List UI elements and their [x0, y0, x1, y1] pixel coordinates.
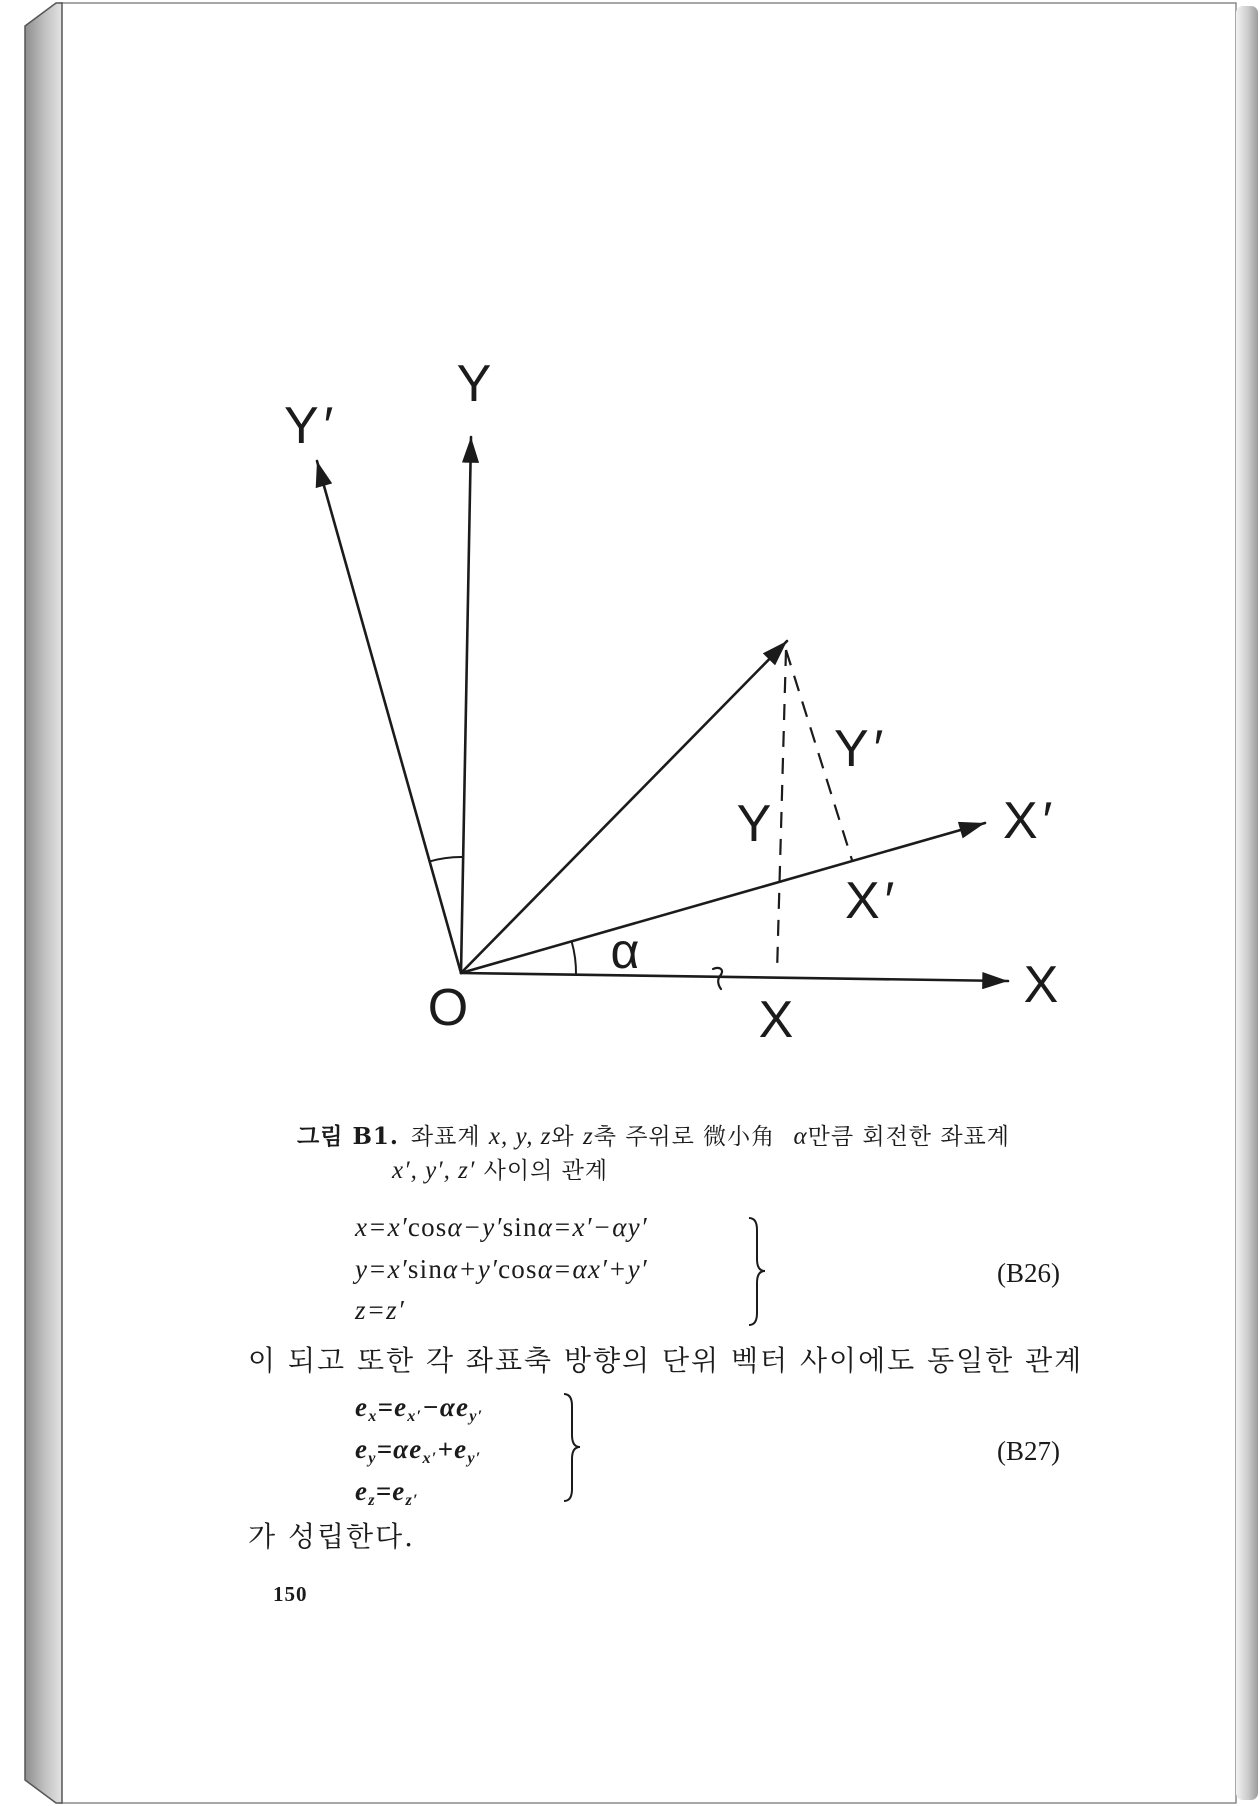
- equation-function: sin: [502, 1212, 538, 1242]
- caption-text: 만큼 회전한 좌표계: [807, 1124, 1010, 1150]
- equation-text: α−y′: [447, 1212, 503, 1242]
- equation-text: e: [355, 1392, 369, 1422]
- equation-text: =αe: [376, 1434, 423, 1464]
- y-axis-label: Y: [456, 355, 492, 413]
- closing-text: 가 성립한다.: [248, 1520, 416, 1553]
- equation-text: α=αx′+y′: [537, 1254, 648, 1284]
- book-spine-edge: [25, 3, 62, 1803]
- equation-b26-line-1: [355, 1210, 648, 1244]
- x-prime-component-label: X′: [845, 872, 900, 930]
- caption-variable: x′, y′, z′: [392, 1157, 476, 1184]
- equation-b27-number: (B27): [997, 1436, 1060, 1466]
- x-axis-label: X: [1023, 956, 1059, 1014]
- x-component-label: X: [758, 991, 794, 1049]
- caption-variable: z: [582, 1123, 594, 1150]
- equation-function: cos: [407, 1212, 448, 1242]
- y-component-label: Y: [736, 795, 772, 853]
- equation-b27-line-1: [355, 1390, 483, 1424]
- page-number: 150: [273, 1582, 308, 1606]
- equation-text: +e: [437, 1434, 468, 1464]
- equation-function: sin: [407, 1254, 444, 1284]
- equation-subscript: x′: [422, 1449, 438, 1468]
- equation-subscript: y′: [469, 1407, 484, 1426]
- equation-text: α+y′: [443, 1254, 499, 1284]
- caption-variable: α: [793, 1123, 808, 1150]
- equation-text: =e: [375, 1476, 406, 1506]
- equation-b27-line-3: [355, 1474, 419, 1508]
- equation-subscript: y′: [467, 1449, 482, 1468]
- equation-subscript: z′: [405, 1491, 419, 1510]
- equation-b26-number: (B26): [997, 1258, 1060, 1288]
- y-prime-axis-label: Y′: [284, 397, 339, 455]
- equation-text: y=x′: [355, 1254, 408, 1284]
- caption-variable: x, y, z: [488, 1123, 552, 1150]
- equation-text: z=z′: [355, 1295, 405, 1325]
- equation-subscript: z: [368, 1491, 376, 1510]
- equation-text: =e: [377, 1392, 408, 1422]
- caption-text: 와: [551, 1124, 583, 1150]
- equation-b26-line-2: [355, 1252, 648, 1286]
- figure-caption-line-2: [392, 1156, 608, 1186]
- page-sheet: [60, 3, 1236, 1803]
- equation-subscript: x: [368, 1407, 378, 1426]
- figure-caption-line-1: [297, 1122, 1010, 1152]
- equation-subscript: x′: [407, 1407, 423, 1426]
- equation-text: −αe: [422, 1392, 470, 1422]
- y-prime-component-label: Y′: [834, 720, 889, 778]
- caption-text: 좌표계: [410, 1124, 489, 1150]
- equation-function: cos: [498, 1254, 538, 1284]
- body-text-line: 이 되고 또한 각 좌표축 방향의 단위 벡터 사이에도 동일한 관계: [248, 1344, 1084, 1377]
- right-page-edge-shadow: [1236, 6, 1258, 1800]
- origin-label: O: [427, 979, 469, 1037]
- equation-text: x=x′: [355, 1212, 408, 1242]
- equation-text: e: [355, 1476, 369, 1506]
- equation-b27-line-2: [355, 1432, 481, 1466]
- x-prime-axis-label: X′: [1003, 792, 1058, 850]
- equation-text: α=x′−αy′: [537, 1212, 648, 1242]
- equation-subscript: y: [368, 1449, 377, 1468]
- caption-text: 축 주위로 微小角: [593, 1124, 784, 1150]
- figure-number: 그림 B1.: [297, 1123, 399, 1150]
- rotation-angle-label: α: [610, 923, 640, 979]
- caption-text: 사이의 관계: [475, 1158, 609, 1184]
- equation-text: e: [355, 1434, 369, 1464]
- equation-b26-line-3: [355, 1293, 405, 1327]
